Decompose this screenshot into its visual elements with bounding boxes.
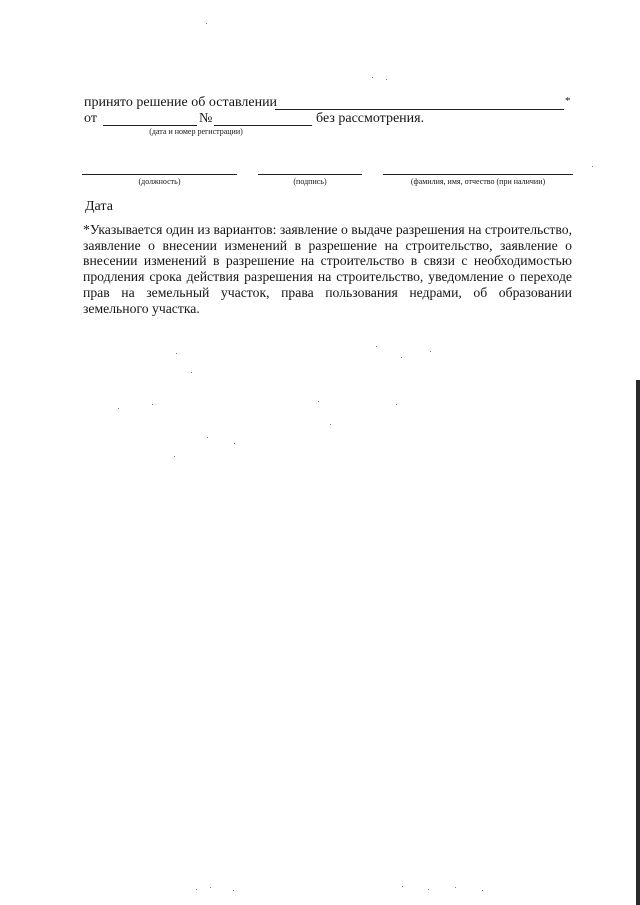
date-fill-line: [103, 125, 197, 126]
position-fill-line: [82, 174, 237, 175]
scan-speck: [191, 372, 192, 373]
scan-speck: [482, 890, 483, 891]
scan-speck: [196, 889, 197, 890]
date-label: Дата: [85, 199, 113, 214]
position-caption: (должность): [138, 177, 181, 186]
footnote-mark: *: [565, 95, 571, 107]
footnote-text: *Указывается один из вариантов: заявление о выдаче разрешения на строительство, заявление о внесении изменений в разрешение на строительство, заявление о внесении изменений в разрешение на строительство в связи с необходимостью продления срока действия разрешения на строительство, уведомление о переходе прав на земельный участок, права пользования недрами, об образовании земельного участка.: [83, 222, 572, 316]
decision-fill-line: [275, 109, 564, 110]
scan-speck: [174, 456, 175, 457]
scan-speck: [152, 404, 153, 405]
signature-fill-line: [258, 174, 362, 175]
registration-caption: (дата и номер регистрации): [149, 127, 243, 136]
scan-speck: [386, 79, 387, 80]
scan-speck: [401, 357, 402, 358]
scan-speck: [206, 23, 207, 24]
scan-speck: [396, 404, 397, 405]
scan-speck: [318, 401, 319, 402]
decision-suffix: без рассмотрения.: [316, 111, 425, 126]
scan-speck: [372, 77, 373, 78]
number-fill-line: [214, 125, 312, 126]
scan-edge-shadow: [636, 380, 640, 905]
scan-speck: [428, 889, 429, 890]
scan-speck: [176, 353, 177, 354]
scan-speck: [376, 346, 377, 347]
scan-speck: [402, 886, 403, 887]
number-sign: №: [199, 111, 213, 126]
scan-speck: [210, 887, 211, 888]
scan-speck: [430, 351, 431, 352]
name-caption: (фамилия, имя, отчество (при наличии): [410, 177, 546, 186]
scan-speck: [118, 408, 119, 409]
scan-speck: [233, 890, 234, 891]
name-fill-line: [383, 174, 573, 175]
signature-caption: (подпись): [293, 177, 327, 186]
decision-line-prefix: принято решение об оставлении: [84, 95, 278, 110]
scan-speck: [234, 443, 235, 444]
scan-speck: [592, 166, 593, 167]
scan-speck: [455, 887, 456, 888]
scan-speck: [207, 437, 208, 438]
decision-from-label: от: [84, 111, 97, 126]
scan-speck: [330, 424, 331, 425]
